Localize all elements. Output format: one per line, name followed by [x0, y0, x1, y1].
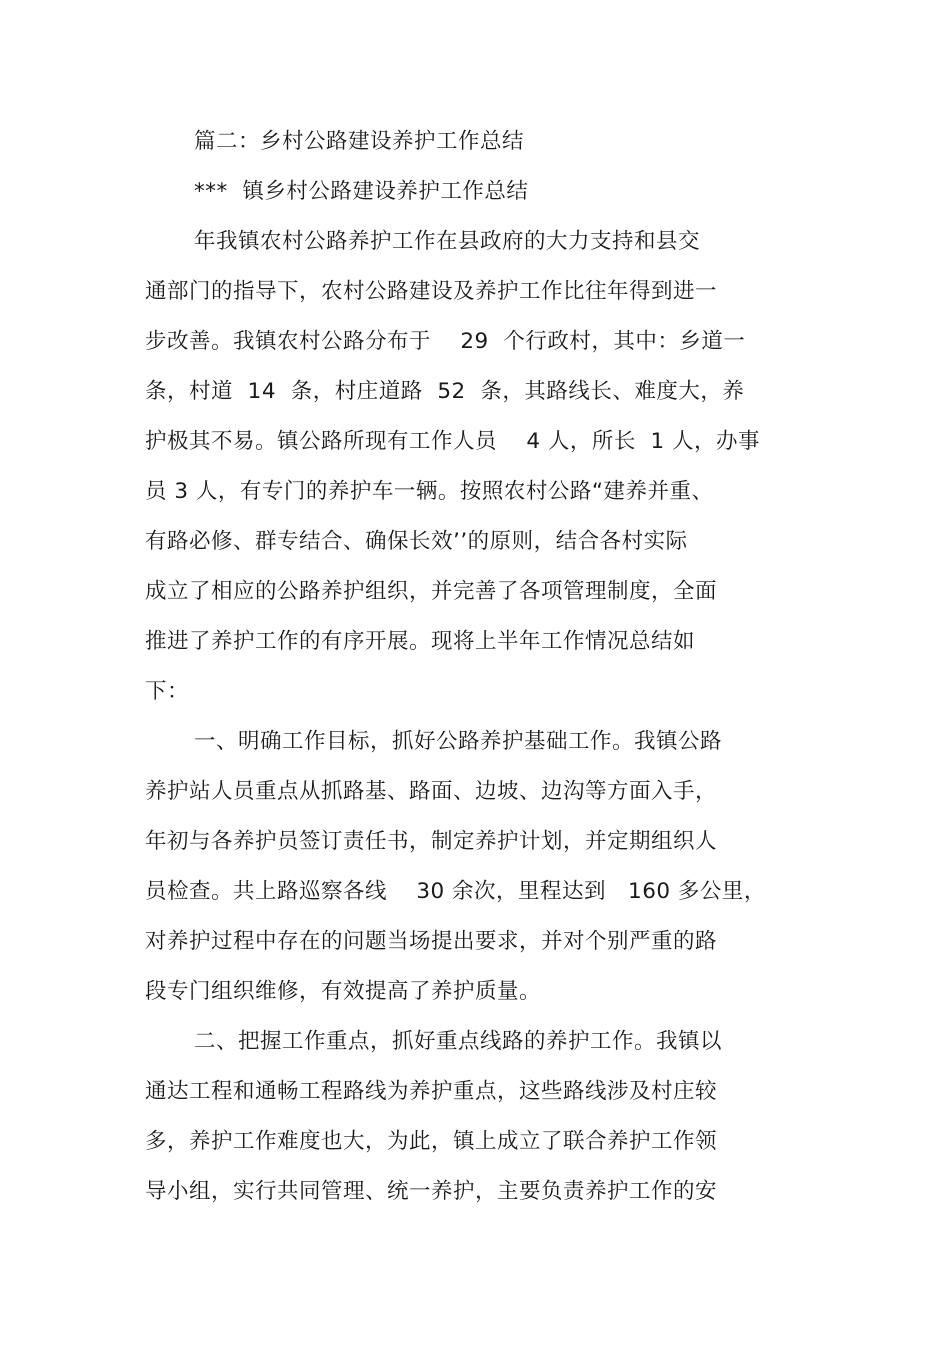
paragraph-line: 通部门的指导下，农村公路建设及养护工作比往年得到进一 — [145, 279, 718, 304]
paragraph-line: 护极其不易。镇公路所现有工作人员 4 人，所长 1 人，办事 — [145, 429, 761, 454]
paragraph-line: 年初与各养护员签订责任书，制定养护计划，并定期组织人 — [145, 829, 718, 854]
paragraph-line: 员检查。共上路巡察各线 30 余次，里程达到 160 多公里， — [145, 879, 766, 904]
paragraph-line: 对养护过程中存在的问题当场提出要求，并对个别严重的路 — [145, 929, 718, 954]
paragraph-line: 步改善。我镇农村公路分布于 29 个行政村，其中：乡道一 — [145, 329, 746, 354]
paragraph-line: 二、把握工作重点，抓好重点线路的养护工作。我镇以 — [194, 1029, 723, 1054]
paragraph-line: 多，养护工作难度也大，为此，镇上成立了联合养护工作领 — [145, 1129, 718, 1154]
paragraph-line: 导小组，实行共同管理、统一养护，主要负责养护工作的安 — [145, 1179, 718, 1204]
paragraph-line: 成立了相应的公路养护组织，并完善了各项管理制度，全面 — [145, 579, 718, 604]
document-subtitle: *** 镇乡村公路建设养护工作总结 — [194, 179, 529, 204]
document-title: 篇二：乡村公路建设养护工作总结 — [194, 129, 525, 154]
paragraph-line: 下： — [145, 679, 190, 704]
paragraph-line: 通达工程和通畅工程路线为养护重点，这些路线涉及村庄较 — [145, 1079, 718, 1104]
paragraph-line: 推进了养护工作的有序开展。现将上半年工作情况总结如 — [145, 629, 696, 654]
paragraph-line: 条，村道 14 条，村庄道路 52 条，其路线长、难度大，养 — [145, 379, 745, 404]
paragraph-line: 员 3 人，有专门的养护车一辆。按照农村公路“建养并重、 — [145, 479, 714, 504]
paragraph-line: 年我镇农村公路养护工作在县政府的大力支持和县交 — [194, 229, 701, 254]
paragraph-line: 养护站人员重点从抓路基、路面、边坡、边沟等方面入手， — [145, 779, 718, 804]
paragraph-line: 段专门组织维修，有效提高了养护质量。 — [145, 979, 542, 1004]
paragraph-line: 一、明确工作目标，抓好公路养护基础工作。我镇公路 — [194, 729, 723, 754]
paragraph-line: 有路必修、群专结合、确保长效’’的原则，结合各村实际 — [145, 529, 688, 554]
